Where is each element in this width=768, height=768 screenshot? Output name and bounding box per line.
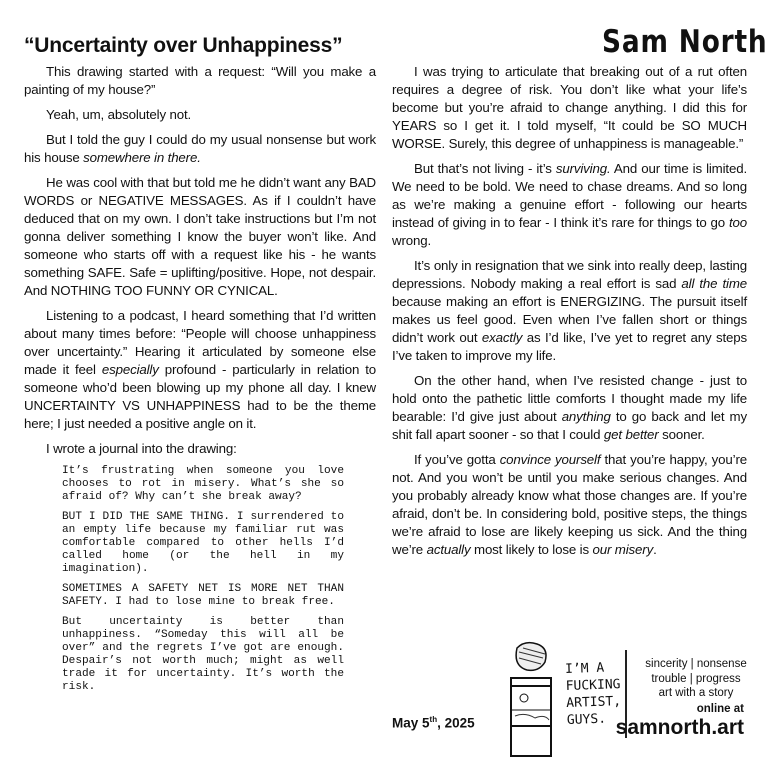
- text-run: He was cool with that but told me he didn’t want any BAD WORDS or NEGATIVE MESSAGES. As if I couldn’t have deduced that on my own. I don’t take instructions but I’m not gonna deliver something I know the buyer won’t like. And someone who starts off with a request like his - he wants something SAFE. Safe = uplifting/positive. Hope, not despair. And NOTHING TOO FUNNY OR CYNICAL.: [24, 175, 376, 298]
- emphasis-text: exactly: [481, 330, 523, 345]
- text-run: because making an effort is ENERGIZING. The pursuit itself makes us feel good. Even when I’ve fallen short or things didn’t work out: [392, 294, 747, 345]
- tagline-line: trouble | progress: [651, 672, 741, 685]
- journal-entry: BUT I DID THE SAME THING. I surrendered to an empty life because my familiar rut was comfortable compared to other hells I’d called home (or the hell in my imagination).: [62, 511, 344, 575]
- handwritten-slogan: I’M A FUCKING ARTIST, GUYS.: [564, 660, 622, 728]
- text-run: But that’s not living - it’s: [414, 161, 556, 176]
- emphasis-text: all the time: [681, 276, 747, 291]
- text-run: Listening to a podcast, I heard something that I’d written about many times before: “People will choose unhappiness over uncertainty.” Hearing it articulated by someone else made it feel: [24, 308, 376, 377]
- right-column: [392, 63, 747, 566]
- date-year: , 2025: [437, 715, 475, 731]
- emphasis-text: surviving.: [555, 161, 611, 176]
- text-run: profound - particularly in relation to someone who’d been blowing up my phone all day. I knew UNCERTAINTY VS UNHAPPINESS had to be the theme here; I just needed a positive angle on it.: [24, 362, 377, 431]
- soup-can-illustration: [505, 640, 557, 760]
- text-run: It’s only in resignation that we sink into really deep, lasting depressions. Nobody making a real effort is sad: [392, 258, 747, 291]
- text-run: sooner.: [658, 427, 705, 442]
- text-run: that you’re happy, you’re not. And you won’t be until you make serious changes. And you probably already know what those changes are. If you’re afraid, don’t be. In considering bold, positive steps, the things we’re afraid to lose are likely keeping us sick. And the thing we’re: [392, 452, 747, 557]
- paragraph: [24, 174, 376, 300]
- paragraph: [24, 440, 376, 458]
- text-run: most likely to lose is: [470, 542, 593, 557]
- text-run: Yeah, um, absolutely not.: [46, 107, 192, 122]
- website-link[interactable]: samnorth.art: [615, 716, 744, 739]
- publish-date: [392, 715, 475, 731]
- emphasis-text: get better: [603, 427, 659, 442]
- date-suffix: th: [429, 715, 438, 724]
- text-run: And our time is limited. We need to be bold. We need to chase dreams. And so long as we’re making a genuine effort - following our hearts instead of giving in to fear - I think it’s rare for things to go: [392, 161, 747, 230]
- left-column: [24, 63, 376, 701]
- text-run: If you’ve gotta: [414, 452, 500, 467]
- paragraph: [392, 257, 747, 365]
- paragraph: [392, 63, 747, 153]
- paragraph: [392, 160, 747, 250]
- paragraph: [24, 131, 376, 167]
- paragraph: [24, 63, 376, 99]
- paragraph: [24, 106, 376, 124]
- emphasis-text: actually: [426, 542, 471, 557]
- author-logo: Sam North: [602, 24, 768, 60]
- article-title: “Uncertainty over Unhappiness”: [24, 34, 343, 57]
- journal-entry: SOMETIMES A SAFETY NET IS MORE NET THAN SAFETY. I had to lose mine to break free.: [62, 583, 344, 608]
- text-run: wrong.: [392, 233, 432, 248]
- text-run: as I’d like, I’ve yet to regret any steps I’ve taken to improve my life.: [392, 330, 747, 363]
- emphasis-text: convince yourself: [499, 452, 601, 467]
- tagline-line: sincerity | nonsense: [645, 658, 747, 670]
- journal-entry: It’s frustrating when someone you love chooses to rot in misery. What’s she so afraid of? Why can’t she break away?: [62, 465, 344, 503]
- tagline: [630, 657, 762, 701]
- paragraph: [24, 307, 376, 433]
- journal-excerpt: [62, 465, 344, 694]
- emphasis-text: somewhere in there.: [83, 150, 201, 165]
- right-paragraphs: [392, 63, 747, 559]
- emphasis-text: especially: [101, 362, 159, 377]
- date-day: May 5: [392, 715, 430, 731]
- emphasis-text: our misery: [592, 542, 654, 557]
- left-paragraphs: [24, 63, 376, 458]
- tagline-line: art with a story: [658, 687, 734, 699]
- paragraph: [392, 372, 747, 444]
- online-label: online at: [696, 703, 744, 715]
- text-run: This drawing started with a request: “Will you make a painting of my house?”: [24, 64, 376, 97]
- text-run: But I told the guy I could do my usual nonsense but work his house: [24, 132, 376, 165]
- emphasis-text: too: [728, 215, 747, 230]
- text-run: I wrote a journal into the drawing:: [46, 441, 237, 456]
- paragraph: [392, 451, 747, 559]
- journal-entry: But uncertainty is better than unhappiness. “Someday this will all be over” and the regrets I’ve got are enough. Despair’s not worth much; might as well trade it for uncertainty. It’s worth the risk.: [62, 616, 344, 693]
- text-run: .: [653, 542, 657, 557]
- text-run: to go back and let my shit fall apart sooner - so that I could: [392, 409, 747, 442]
- text-run: On the other hand, when I’ve resisted change - just to hold onto the pathetic little comforts I thought made my life bearable: I’d give just about: [392, 373, 747, 424]
- text-run: I was trying to articulate that breaking out of a rut often requires a degree of risk. You don’t like what your life’s become but you’re afraid to change anything. I did this for YEARS so I get it. I told myself, “It could be SO MUCH WORSE. Surely, this degree of unhappiness is manageable.”: [392, 64, 747, 151]
- emphasis-text: anything: [561, 409, 611, 424]
